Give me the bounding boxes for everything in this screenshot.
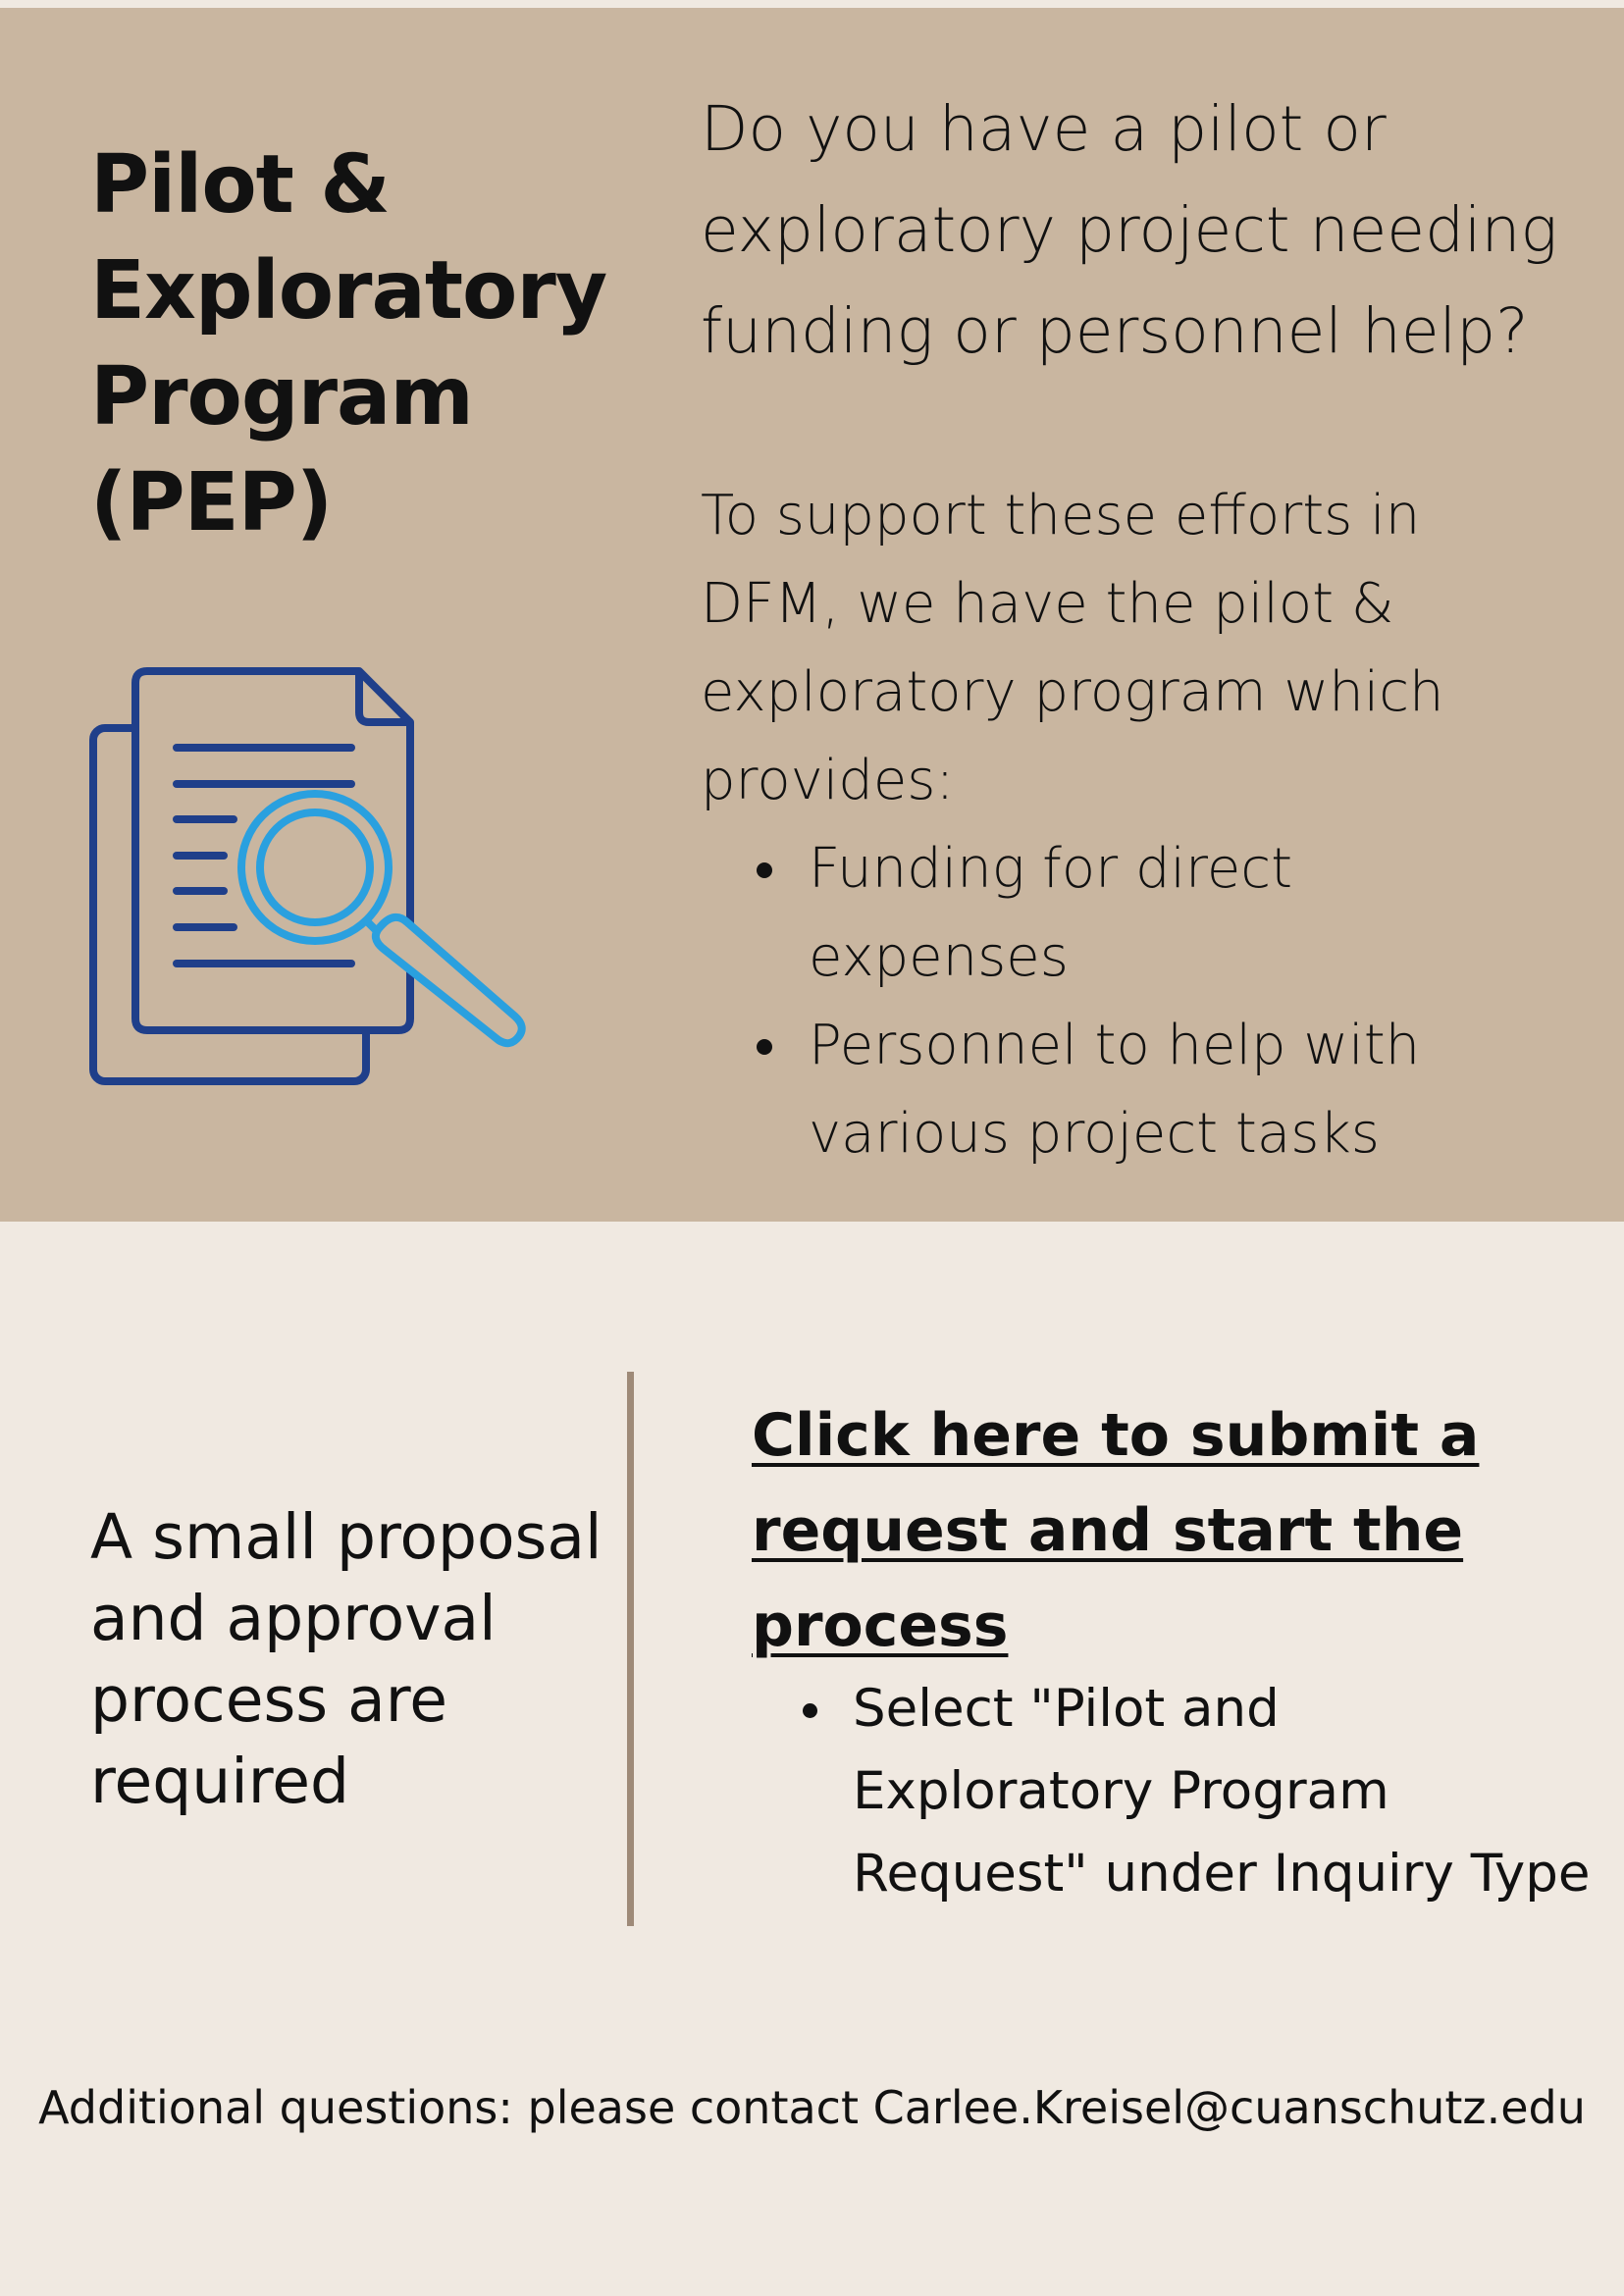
support-line: provides:: [701, 749, 955, 812]
link-line[interactable]: process: [752, 1592, 1009, 1660]
proposal-line: process are: [90, 1664, 448, 1736]
title-line: Pilot &: [90, 138, 390, 232]
page-title: [90, 132, 640, 556]
provides-list: [701, 825, 1594, 1178]
bullet-icon: [757, 1039, 772, 1055]
list-item-line: Funding for direct: [809, 837, 1293, 901]
list-item-line: Personnel to help with: [809, 1014, 1421, 1077]
support-line: DFM, we have the pilot &: [701, 572, 1394, 636]
bullet-icon: [803, 1703, 817, 1718]
proposal-line: and approval: [90, 1583, 497, 1654]
list-item-line: Select "Pilot and: [853, 1679, 1280, 1739]
link-line[interactable]: Click here to submit a: [752, 1401, 1480, 1470]
instructions-list: [752, 1668, 1615, 1915]
intro-support-text: [701, 472, 1594, 825]
contact-footer: Additional questions: please contact Carlee.Kreisel@cuanschutz.edu: [38, 2081, 1586, 2134]
proposal-line: required: [90, 1746, 349, 1817]
list-item-inquiry-type: [752, 1668, 1615, 1915]
title-line: (PEP): [90, 456, 333, 549]
proposal-line: A small proposal: [90, 1501, 602, 1573]
support-line: To support these efforts in: [701, 484, 1421, 548]
question-line: exploratory project needing: [701, 194, 1558, 266]
vertical-divider: [627, 1372, 634, 1926]
bullet-icon: [757, 862, 772, 878]
question-line: Do you have a pilot or: [701, 93, 1387, 165]
question-line: funding or personnel help?: [701, 295, 1529, 367]
list-item-line: Exploratory Program: [853, 1761, 1389, 1821]
list-item-line: Request" under Inquiry Type: [853, 1844, 1591, 1904]
title-line: Program: [90, 350, 473, 444]
list-item-line: various project tasks: [809, 1102, 1380, 1166]
link-line[interactable]: request and start the: [752, 1496, 1464, 1565]
document-search-icon: [86, 659, 528, 1091]
submit-request-link[interactable]: [752, 1388, 1596, 1674]
support-line: exploratory program which: [701, 660, 1444, 724]
list-item-personnel: [701, 1002, 1594, 1178]
intro-section: [701, 78, 1594, 1178]
list-item-line: expenses: [809, 925, 1069, 989]
title-line: Exploratory: [90, 244, 607, 338]
list-item-funding: [701, 825, 1594, 1002]
intro-question: [701, 78, 1594, 382]
proposal-note: [90, 1496, 620, 1822]
